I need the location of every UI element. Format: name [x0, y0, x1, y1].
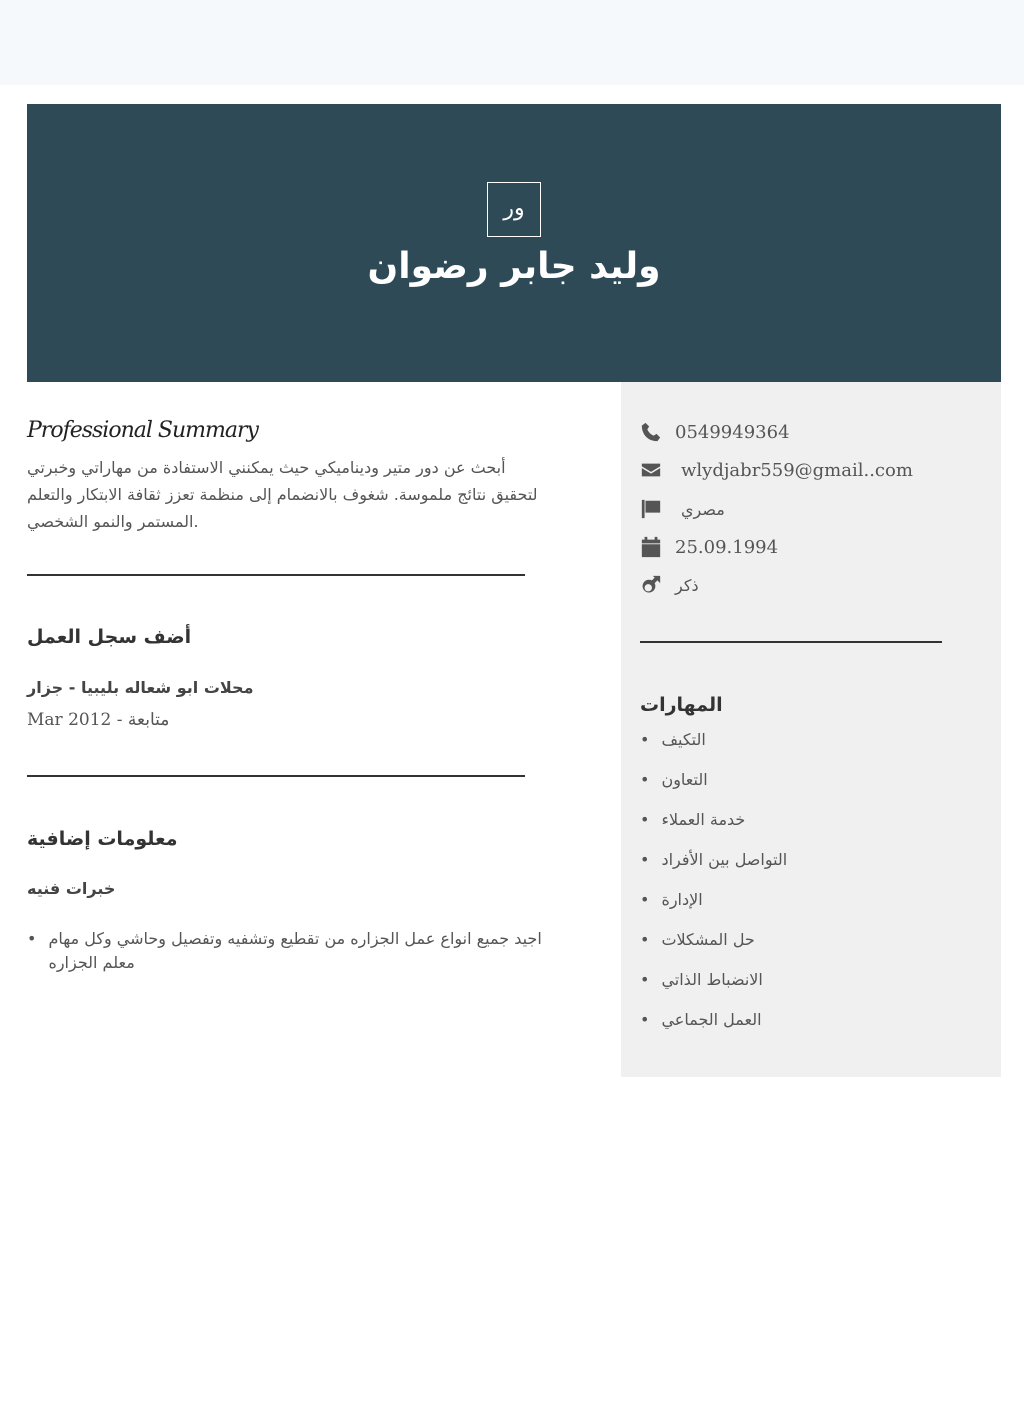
divider — [27, 574, 525, 576]
flag-icon — [640, 498, 662, 520]
resume-header — [27, 104, 1001, 382]
work-title: أضف سجل العمل — [27, 626, 192, 648]
skill-item: • التعاون — [640, 770, 787, 810]
full-name: وليد جابر رضوان — [367, 246, 661, 287]
contact-gender: ذكر — [640, 574, 699, 596]
job-title: محلات ابو شعاله بليبيا - جزار — [27, 678, 254, 697]
skill-item: • التواصل بين الأفراد — [640, 850, 787, 890]
divider — [27, 775, 525, 777]
contact-birthdate: 25.09.1994 — [640, 536, 778, 558]
summary-title: Professional Summary — [27, 418, 258, 443]
extra-item: • اجيد جميع انواع عمل الجزاره من تقطيع وتشفيه وتفصيل وحاشي وكل مهام معلم الجزاره — [27, 929, 542, 972]
top-bar — [0, 0, 1024, 85]
summary-text: أبحث عن دور متير وديناميكي حيث يمكنني الاستفادة من مهاراتي وخبرتي لتحقيق نتائج ملموسة. شغوف بالانضمام إلى منظمة تعزز ثقافة الابتكار والتعلم المستمر والنمو الشخصي. — [27, 458, 538, 531]
divider — [640, 641, 942, 643]
sidebar — [621, 382, 1001, 1077]
phone-icon — [640, 421, 662, 443]
contact-nationality: مصري — [640, 498, 725, 520]
extra-subtitle: خبرات فنيه — [27, 879, 116, 898]
skill-item: • حل المشكلات — [640, 930, 787, 970]
skill-item: • التكيف — [640, 730, 787, 770]
extra-title: معلومات إضافية — [27, 828, 178, 850]
monogram: ور — [487, 182, 541, 237]
skill-item: • الانضباط الذاتي — [640, 970, 787, 1010]
skills-list — [640, 730, 787, 1050]
contact-phone: 0549949364 — [640, 421, 790, 443]
job-dates: Mar 2012 - متابعة — [27, 710, 170, 730]
calendar-icon — [640, 536, 662, 558]
skill-item: • الإدارة — [640, 890, 787, 930]
male-icon — [640, 574, 662, 596]
skills-title: المهارات — [640, 694, 723, 716]
envelope-icon — [640, 459, 662, 481]
skill-item: • خدمة العملاء — [640, 810, 787, 850]
contact-email: wlydjabr559@gmail..com — [640, 459, 913, 481]
skill-item: • العمل الجماعي — [640, 1010, 787, 1050]
